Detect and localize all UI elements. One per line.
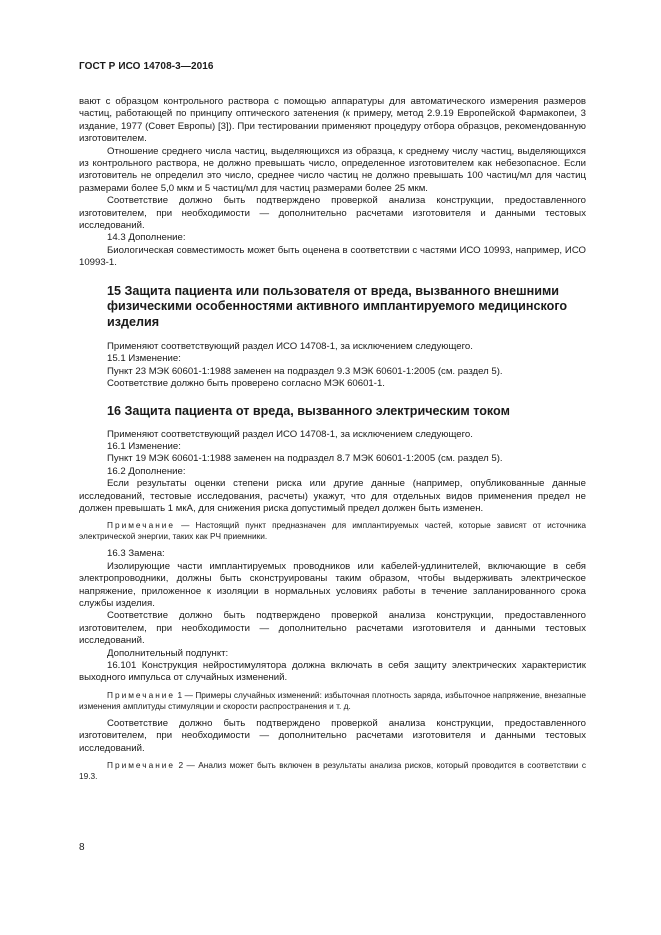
note-label: Примечание (107, 689, 176, 700)
paragraph: вают с образцом контрольного раствора с помощью аппаратуры для автоматического измерения размеров частиц, работающей по принципу оптического затенения (к примеру, метод 2.9.19 Европейской Фармакопеи, 3 издание, 1977 (Совет Европы) [3]). При тестировании применяют процедуру отбора образцов, рекомендованную изготовителем. (79, 96, 586, 145)
note-text: 2 — Анализ может быть включен в результаты анализа рисков, который проводится в соответствии с 19.3. (79, 760, 586, 782)
paragraph: Изолирующие части имплантируемых проводников или кабелей-удлинителей, включающие в себя электропроводники, должны быть сконструированы таким образом, чтобы выдерживать электрическое напряжение, приложенное к изоляции в нормальных условиях работы в течение запланированного срока службы изделия. (79, 560, 586, 609)
paragraph: Пункт 19 МЭК 60601-1:1988 заменен на подраздел 8.7 МЭК 60601-1:2005 (см. раздел 5). (107, 453, 503, 465)
clause-label: 14.3 Дополнение: (107, 232, 186, 244)
note-text: 1 — Примеры случайных изменений: избыточная плотность заряда, избыточное напряжение, внезапные изменения амплитуды стимуляции и скорости распространения и т. д. (79, 689, 586, 711)
paragraph: Применяют соответствующий раздел ИСО 14708-1, за исключением следующего. (107, 341, 473, 353)
page-body (79, 96, 586, 788)
paragraph: Соответствие должно быть подтверждено проверкой анализа конструкции, предоставленного изготовителем, при необходимости — дополнительно расчетами изготовителя и данными тестовых исследований. (79, 195, 586, 232)
clause-label: 16.1 Изменение: (107, 440, 181, 452)
note (79, 690, 586, 712)
paragraph: Соответствие должно быть проверено согласно МЭК 60601-1. (107, 378, 385, 390)
note-label: Примечание (107, 520, 176, 531)
paragraph: Пункт 23 МЭК 60601-1:1988 заменен на подраздел 9.3 МЭК 60601-1:2005 (см. раздел 5). (107, 365, 503, 377)
clause-label: 16.2 Дополнение: (107, 465, 186, 477)
paragraph: Если результаты оценки степени риска или другие данные (например, опубликованные данные исследований, тестовые исследования, расчеты) укажут, что для отдельных видов применения предел не должен превышать 1 мкА, для снижения риска допустимый предел должен быть изменен. (79, 478, 586, 514)
note (79, 760, 586, 782)
paragraph: Соответствие должно быть подтверждено проверкой анализа конструкции, предоставленного изготовителем, при необходимости — дополнительно расчетами изготовителя и данными тестовых исследований. (79, 610, 586, 647)
paragraph: Применяют соответствующий раздел ИСО 14708-1, за исключением следующего. (107, 428, 473, 440)
section-heading-15: 15 Защита пациента или пользователя от вреда, вызванного внешними физическими особенностями активного имплантируемого медицинского изделия (107, 283, 568, 330)
paragraph: Отношение среднего числа частиц, выделяющихся из образца, к среднему числу частиц, выделяющихся из контрольного раствора, не должно превышать число, определенное изготовителем как небезопасное. Если изготовитель не определил это число, среднее число частиц не должно превышать 100 частиц/мл для частиц размерами более 5,0 мкм и 5 частиц/мл для частиц размерами более 25 мкм. (79, 145, 586, 194)
clause-label: Дополнительный подпункт: (107, 647, 229, 659)
paragraph: 16.101 Конструкция нейростимулятора должна включать в себя защиту электрических характеристик выходного импульса от случайных изменений. (79, 660, 586, 684)
clause-label: 16.3 Замена: (107, 548, 165, 560)
section-heading-16: 16 Защита пациента от вреда, вызванного электрическим током (107, 403, 510, 418)
clause-label: 15.1 Изменение: (107, 353, 181, 365)
paragraph: Соответствие должно быть подтверждено проверкой анализа конструкции, предоставленного изготовителем, при необходимости — дополнительно расчетами изготовителя и данными тестовых исследований. (79, 717, 586, 754)
paragraph: Биологическая совместимость может быть оценена в соответствии с частями ИСО 10993, например, ИСО 10993-1. (79, 244, 586, 269)
note-text: — Настоящий пункт предназначен для имплантируемых частей, которые зависят от источника электрической энергии, таких как РЧ приемники. (79, 520, 586, 542)
page-number: 8 (79, 842, 85, 853)
document-header: ГОСТ Р ИСО 14708-3—2016 (79, 61, 214, 72)
note-label: Примечание (107, 760, 176, 771)
note (79, 520, 586, 542)
